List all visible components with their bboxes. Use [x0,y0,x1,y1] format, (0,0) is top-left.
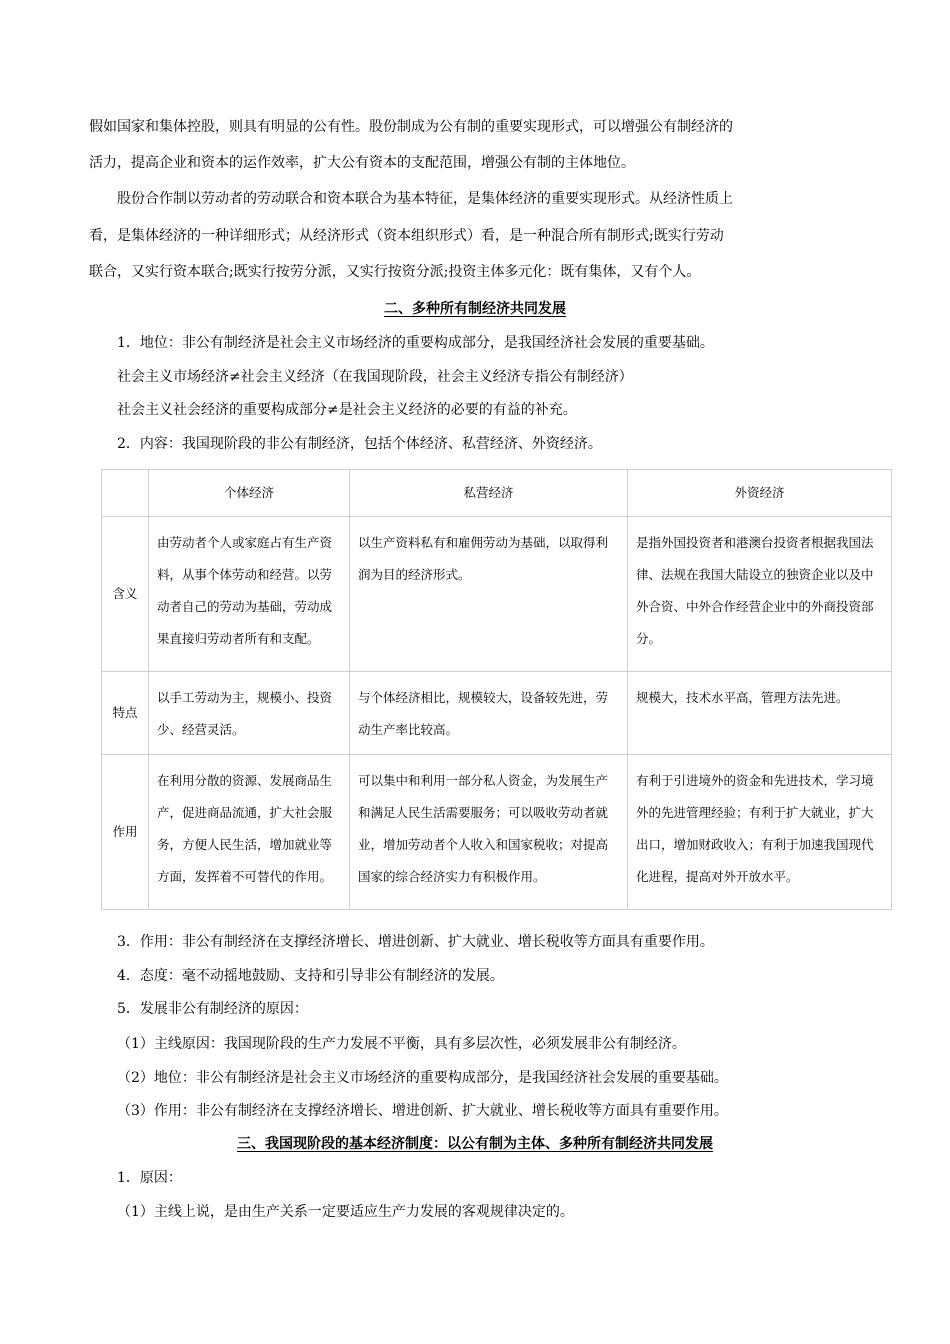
table-row [102,672,892,755]
intro-line-2: 活力，提高企业和资本的运作效率，扩大公有资本的支配范围，增强公有制的主体地位。 [89,155,635,171]
table-row-label: 特点 [102,672,149,755]
table-cell: 以生产资料私有和雇佣劳动为基础，以取得利润为目的经济形式。 [350,517,628,672]
economy-comparison-table [101,469,892,910]
after-table-paragraph-3: 5．发展非公有制经济的原因： [117,1001,308,1017]
section-2-paragraph-3: 社会主义社会经济的重要构成部分≠是社会主义经济的必要的有益的补充。 [117,402,577,418]
intro-line-3: 股份合作制以劳动者的劳动联合和资本联合为基本特征，是集体经济的重要实现形式。从经济性质上 [117,191,733,207]
table-cell: 规模大，技术水平高，管理方法先进。 [628,672,892,755]
table-header-cell: 个体经济 [149,470,350,517]
section-2-paragraph-2: 社会主义市场经济≠社会主义经济（在我国现阶段，社会主义经济专指公有制经济） [117,369,633,385]
table-row [102,517,892,672]
section-3-paragraph-2: （1）主线上说，是由生产关系一定要适应生产力发展的客观规律决定的。 [117,1204,574,1220]
table-row [102,755,892,910]
table-cell: 在利用分散的资源、发展商品生产，促进商品流通，扩大社会服务，方便人民生活，增加就业等方面，发挥着不可替代的作用。 [149,755,350,910]
table-cell: 可以集中和利用一部分私人资金，为发展生产和满足人民生活需要服务；可以吸收劳动者就业，增加劳动者个人收入和国家税收；对提高国家的综合经济实力有积极作用。 [350,755,628,910]
intro-line-4: 看，是集体经济的一种详细形式；从经济形式（资本组织形式）看，是一种混合所有制形式;既实行劳动 [89,228,724,244]
table-cell: 与个体经济相比，规模较大，设备较先进，劳动生产率比较高。 [350,672,628,755]
table-row-label: 作用 [102,755,149,910]
table-cell: 由劳动者个人或家庭占有生产资料，从事个体劳动和经营。以劳动者自己的劳动为基础，劳动成果直接归劳动者所有和支配。 [149,517,350,672]
table-header-cell [102,470,149,517]
section-2-heading: 二、多种所有制经济共同发展 [384,301,566,317]
intro-line-5: 联合，又实行资本联合;既实行按劳分派，又实行按资分派;投资主体多元化：既有集体，又有个人。 [89,264,701,280]
table-cell: 是指外国投资者和港澳台投资者根据我国法律、法规在我国大陆设立的独资企业以及中外合资、中外合作经营企业中的外商投资部分。 [628,517,892,672]
table-row-label: 含义 [102,517,149,672]
after-table-paragraph-5: （2）地位：非公有制经济是社会主义市场经济的重要构成部分，是我国经济社会发展的重要基础。 [117,1070,728,1086]
table-header-row [102,470,892,517]
table-header-cell: 私营经济 [350,470,628,517]
intro-line-1: 假如国家和集体控股，则具有明显的公有性。股份制成为公有制的重要实现形式，可以增强公有制经济的 [89,119,733,135]
table-header-cell: 外资经济 [628,470,892,517]
table-cell: 以手工劳动为主，规模小、投资少、经营灵活。 [149,672,350,755]
table-cell: 有利于引进境外的资金和先进技术，学习境外的先进管理经验；有利于扩大就业，扩大出口，增加财政收入；有利于加速我国现代化进程，提高对外开放水平。 [628,755,892,910]
section-2-paragraph-4: 2．内容：我国现阶段的非公有制经济，包括个体经济、私营经济、外资经济。 [117,436,602,452]
section-2-paragraph-1: 1．地位：非公有制经济是社会主义市场经济的重要构成部分，是我国经济社会发展的重要基础。 [117,335,714,351]
section-3-paragraph-1: 1．原因： [117,1170,182,1186]
after-table-paragraph-6: （3）作用：非公有制经济在支撑经济增长、增进创新、扩大就业、增长税收等方面具有重要作用。 [117,1103,728,1119]
after-table-paragraph-1: 3．作用：非公有制经济在支撑经济增长、增进创新、扩大就业、增长税收等方面具有重要作用。 [117,934,714,950]
section-3-heading: 三、我国现阶段的基本经济制度：以公有制为主体、多种所有制经济共同发展 [237,1136,713,1152]
after-table-paragraph-2: 4．态度：毫不动摇地鼓励、支持和引导非公有制经济的发展。 [117,968,504,984]
after-table-paragraph-4: （1）主线原因：我国现阶段的生产力发展不平衡，具有多层次性，必须发展非公有制经济。 [117,1036,686,1052]
